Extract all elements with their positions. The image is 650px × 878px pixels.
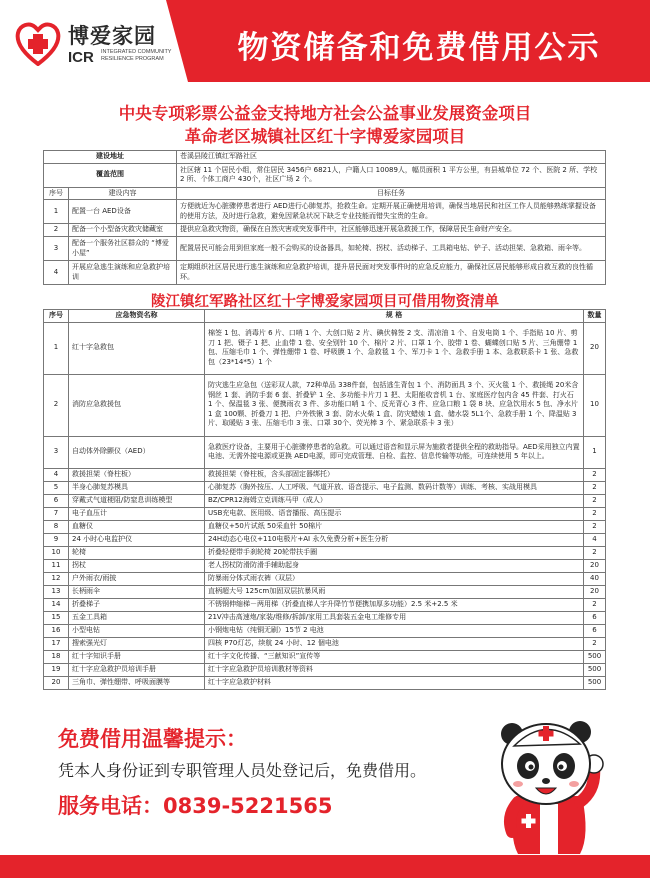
footer-bar xyxy=(0,855,650,878)
table-row: 1 红十字急救包 棉签 1 包、消毒片 6 片、口哨 1 个、大创口贴 2 片、碘伏棉签 2 支、清凉油 1 个、自发电筒 1 个、手指贴 10 片、剪刀 1 把、镊子 1 把、止血带 1 卷、安全别针 10 个、棉片 2 片、口罩 1 个、胶带 1 卷、蝴蝶创口贴 5 片、三角绷带 1 包、压缩毛巾 1 个、弹性绷带 1 卷、呼吸膜 1 个、急救毯 1 个、军刀卡 1 个、急救手册 1 本、急救联系卡 1 张、急救包（23*14*5）1 个 20 xyxy=(44,322,606,374)
table-row: 1 配置一台 AED设备 方便就近为心脏骤停患者进行 AED进行心肺复苏，抢救生命。定期开展正确使用培训，确保当地居民和社区工作人员能够熟练掌握设备的使用方法，及时进行急救，避免因紧急状况下缺乏专业技能而错失宝贵的生命。 xyxy=(44,200,606,224)
project-title-line1: 中央专项彩票公益金支持地方社会公益事业发展资金项目 xyxy=(118,104,532,123)
col-name: 应急物资名称 xyxy=(69,310,205,323)
table-row: 9 24 小时心电监护仪 24H动态心电仪+110电极片+AI 永久免费分析+医生分析 4 xyxy=(44,533,606,546)
table-row: 15 五金工具箱 21V冲击高速炮/家装/维修/拆卸/家用工具套装五金电工维修专用 6 xyxy=(44,611,606,624)
list-title: 陵江镇红军路社区红十字博爱家园项目可借用物资清单 xyxy=(151,294,499,310)
service-phone: 服务电话：0839-5221565 xyxy=(58,794,333,818)
site-label: 建设地址 xyxy=(44,151,177,164)
table-row: 4 开展应急逃生演练和应急救护培训 定期组织社区居民进行逃生演练和应急救护培训，提升居民面对突发事件时的应急反应能力，确保社区居民能够形成自救互救的良性循环。 xyxy=(44,261,606,285)
panda-mascot-icon xyxy=(488,706,608,856)
logo-name: 博爱家园 xyxy=(68,24,156,48)
scope-label: 覆盖范围 xyxy=(44,163,177,187)
table-row: 4 救援担架（脊柱板） 救援担架（脊柱板，含头部固定器绑托） 2 xyxy=(44,468,606,481)
table-row: 19 红十字应急救护员培训手册 红十字应急救护员培训教材等资料 500 xyxy=(44,663,606,676)
project-title-line2: 革命老区城镇社区红十字博爱家园项目 xyxy=(184,127,466,146)
scope-row xyxy=(44,163,606,187)
col-no: 序号 xyxy=(44,310,69,323)
header xyxy=(0,0,650,82)
project-header-row xyxy=(44,187,606,200)
tips-title: 免费借用温馨提示： xyxy=(58,727,247,751)
supplies-header-row xyxy=(44,310,606,323)
table-row: 10 轮椅 折叠轻便带手刹轮椅 20轮带扶手圈 2 xyxy=(44,546,606,559)
logo-subtitle: INTEGRATED COMMUNITY RESILIENCE PROGRAM xyxy=(101,49,172,62)
title-banner xyxy=(188,0,650,82)
col-no: 序号 xyxy=(44,187,69,200)
scope-value: 社区辖 11 个居民小组，常住居民 3456户 6821人，户籍人口 10089人，幅员面积 1 平方公里，有县城单位 72 个、医院 2 所、学校 2 所、个体工商户 430个，社区广场 2 个。 xyxy=(177,163,606,187)
supplies-table xyxy=(43,309,606,690)
logo-abbr: ICR xyxy=(68,49,94,66)
tips-text: 凭本人身份证到专职管理人员处登记后，免费借用。 xyxy=(58,761,427,780)
table-row: 13 长柄雨伞 直柄超大号 125cm加固双层抗暴风雨 20 xyxy=(44,585,606,598)
table-row: 2 配备一个小型备灾救灾储藏室 提供应急救灾物资，确保在自然灾害或突发事件中，社区能够迅速开展急救援工作，保障居民生命财产安全。 xyxy=(44,224,606,237)
site-row xyxy=(44,151,606,164)
site-value: 苍溪县陵江镇红军路社区 xyxy=(177,151,606,164)
table-row: 6 穿戴式气道梗阻/防窒息训练模型 BZ/CPR12海姆立克训练马甲（成人） 2 xyxy=(44,494,606,507)
table-row: 2 消防应急救援包 防灾逃生应急包（送彩双人款，72种单品 338件套，包括逃生背包 1 个、消防面具 3 个、灭火毯 1 个、救援绳 20米含钢丝 1 套、消防手套 6 套、折叠铲 1 全、多功能卡片刀 1 把、太阳能收音机 1 台、家庭医疗包内含 45 件套、打火石 1 个、保温毯 3 张、便携雨衣 3 件、多功能口哨 1 个、反光背心 3 件、应急口粮 1 袋 8 块、应急饮用水 5 包、净水片 1 盒 100颗、折叠刀 1 把、户外铁锹 3 套、防水火柴 1 盒、防灾蜡烛 1 盒、储水袋 5L1个、急救手册 1 个、降温贴 3 片、取暖贴 3 张、压缩毛巾 3 张、口罩 30个、荧光棒 3 个、紧急联系卡 3 张） 10 xyxy=(44,374,606,436)
table-row: 11 拐杖 老人拐杖防滑防滑手辅助起身 20 xyxy=(44,559,606,572)
red-cross-heart-logo-icon xyxy=(14,20,62,66)
table-row: 20 三角巾、弹性绷带、呼吸面膜等 红十字应急救护材料 500 xyxy=(44,676,606,689)
col-qty: 数量 xyxy=(584,310,606,323)
table-row: 18 红十字知识手册 红十字文化传播、“三献知识”宣传等 500 xyxy=(44,650,606,663)
col-goal: 目标任务 xyxy=(177,187,606,200)
table-row: 7 电子血压计 USB充电款、医用级、语音播报、高压提示 2 xyxy=(44,507,606,520)
table-row: 14 折叠梯子 不锈钢伸缩梯－两用梯（折叠直梯人字升降竹节便携加厚多功能）2.5 米+2.5 米 2 xyxy=(44,598,606,611)
col-spec: 规 格 xyxy=(205,310,584,323)
banner-title: 物资储备和免费借用公示 xyxy=(237,30,601,66)
table-row: 16 小型电钻 小钢炮电钻（纯铜无刷）15节 2 电池 6 xyxy=(44,624,606,637)
col-content: 建设内容 xyxy=(69,187,177,200)
table-row: 17 搜索强光灯 四核 P70灯芯，续航 24 小时、12 個电池 2 xyxy=(44,637,606,650)
project-table xyxy=(43,150,606,285)
table-row: 12 户外雨衣/雨披 防暴雨分体式雨衣裤（双层） 40 xyxy=(44,572,606,585)
logo xyxy=(14,16,184,74)
table-row: 5 半身心肺复苏模具 心肺复苏（胸外按压、人工呼吸、气道开放、语音提示、电子监测、数码计数等）训练、考核、实战用模具 2 xyxy=(44,481,606,494)
table-row: 3 配备一个服务社区群众的 “博爱小屋” 配置居民可能会用到但家庭一般不会购买的设备器具，如轮椅、拐杖、活动梯子、工具箱电钻、铲子、活动担架、急救箱、雨伞等。 xyxy=(44,237,606,261)
table-row: 8 血糖仪 血糖仪+50片试纸 50采血针 50棉片 2 xyxy=(44,520,606,533)
table-row: 3 自动体外除颤仪（AED） 急救医疗设备，主要用于心脏骤停患者的急救。可以通过语音和显示屏为施救者提供全程的救助指导。AED采用独立内置电池、无需外接电源或更换 AED电源，即可完成管理、自检、监控、信息传输等功能，可连续使用 5 年以上。 1 xyxy=(44,436,606,468)
